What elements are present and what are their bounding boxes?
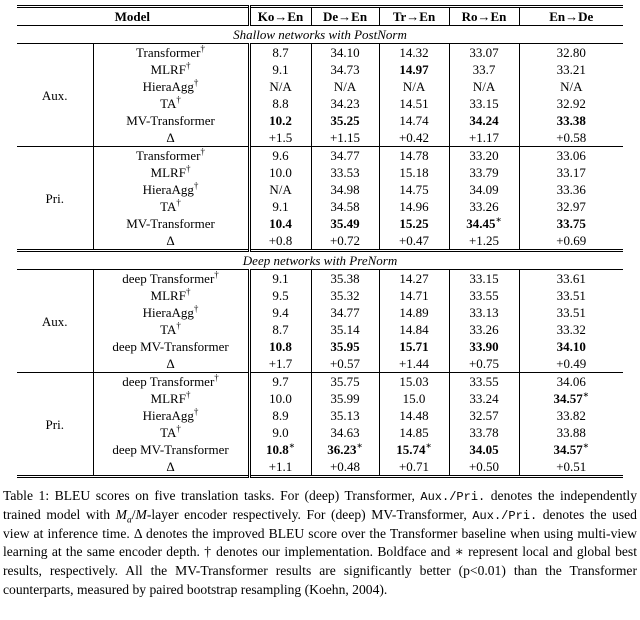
score-cell: 33.53 — [311, 164, 379, 181]
score-cell: 8.7 — [249, 44, 311, 62]
model-name: TA† — [93, 424, 249, 441]
score-cell: 33.78 — [449, 424, 519, 441]
model-row — [17, 78, 623, 95]
score-cell: 10.2 — [249, 112, 311, 129]
group-label: Aux. — [17, 44, 93, 147]
score-cell: 33.17 — [556, 165, 586, 180]
score-cell: 33.55 — [449, 287, 519, 304]
dagger-icon: † — [176, 424, 181, 434]
caption-text: M — [135, 506, 147, 522]
star-icon: ∗ — [356, 441, 363, 451]
model-name: Δ — [93, 129, 249, 147]
score-cell: 9.1 — [249, 270, 311, 288]
score-cell: 33.26 — [449, 321, 519, 338]
score-cell: 33.26 — [449, 198, 519, 215]
score-cell: 34.45∗ — [449, 215, 519, 232]
score-cell: 14.74 — [379, 112, 449, 129]
score-cell: 35.49 — [311, 215, 379, 232]
score-cell: 9.0 — [249, 424, 311, 441]
column-header: De→En — [311, 7, 379, 26]
model-name: Transformer† — [93, 147, 249, 165]
score-cell: +1.25 — [449, 232, 519, 251]
delta-row — [17, 458, 623, 477]
score-cell: +0.42 — [379, 129, 449, 147]
model-row — [17, 304, 623, 321]
score-cell: 34.23 — [311, 95, 379, 112]
table-body — [17, 26, 623, 477]
model-name: deep MV-Transformer — [93, 338, 249, 355]
caption-text: denotes the used view at inference time. Δ denotes the improved BLEU score over the Transformer baseline when using multi-view learning at the same encoder depth. † denotes our implementation. Boldface and ∗ represent local and global best results, respectively. All the MV-Transformer results are significantly better (p<0.01) than the Transformer counterparts, measured by paired bootstrap resampling (Koehn, 2004). — [3, 506, 637, 597]
score-cell: 33.38 — [556, 113, 586, 128]
score-cell: 14.75 — [379, 181, 449, 198]
score-cell: 9.1 — [249, 61, 311, 78]
model-row — [17, 61, 623, 78]
caption-code: Aux./Pri. — [420, 490, 486, 504]
score-cell: 14.48 — [379, 407, 449, 424]
column-header: Ko→En — [249, 7, 311, 26]
score-cell: 34.10 — [556, 339, 586, 354]
model-name: MLRF† — [93, 390, 249, 407]
delta-row — [17, 355, 623, 373]
model-row — [17, 441, 623, 458]
model-row — [17, 181, 623, 198]
model-name: deep MV-Transformer — [93, 441, 249, 458]
caption-text: Table 1: BLEU scores on five translation tasks. For (deep) Transformer, — [3, 488, 421, 503]
dagger-icon: † — [185, 390, 191, 400]
score-cell: 33.06 — [556, 148, 586, 163]
score-cell: 14.78 — [379, 147, 449, 165]
score-cell: 35.99 — [311, 390, 379, 407]
caption-text: a — [126, 515, 132, 526]
score-cell: 8.8 — [249, 95, 311, 112]
dagger-icon: † — [193, 304, 199, 314]
score-cell: 14.51 — [379, 95, 449, 112]
score-cell: 15.03 — [379, 373, 449, 391]
score-cell: 34.98 — [311, 181, 379, 198]
results-table — [17, 5, 623, 478]
score-cell: 9.7 — [249, 373, 311, 391]
header-row — [17, 7, 623, 26]
score-cell: 34.10 — [311, 44, 379, 62]
score-cell: +1.17 — [449, 129, 519, 147]
score-cell: 34.57∗ — [553, 441, 589, 457]
model-name: Transformer† — [93, 44, 249, 62]
model-row — [17, 215, 623, 232]
dagger-icon: † — [185, 164, 191, 174]
score-cell: 35.95 — [311, 338, 379, 355]
model-row — [17, 390, 623, 407]
group-label: Aux. — [17, 270, 93, 373]
score-cell: 14.32 — [379, 44, 449, 62]
score-cell: 33.7 — [449, 61, 519, 78]
score-cell: 33.15 — [449, 270, 519, 288]
column-header: Ro→En — [449, 7, 519, 26]
score-cell: 10.4 — [249, 215, 311, 232]
score-cell: 10.0 — [249, 390, 311, 407]
delta-row — [17, 232, 623, 251]
score-cell: +0.75 — [449, 355, 519, 373]
score-cell: 34.57∗ — [553, 390, 589, 406]
score-cell: 9.4 — [249, 304, 311, 321]
model-row — [17, 424, 623, 441]
score-cell: 10.8∗ — [249, 441, 311, 458]
model-row — [17, 147, 623, 165]
dagger-icon: † — [214, 269, 219, 280]
score-cell: 15.18 — [379, 164, 449, 181]
score-cell: 15.74∗ — [379, 441, 449, 458]
model-name: TA† — [93, 321, 249, 338]
model-row — [17, 407, 623, 424]
score-cell: 10.0 — [249, 164, 311, 181]
score-cell: 32.80 — [556, 45, 586, 60]
score-cell: 8.7 — [249, 321, 311, 338]
score-cell: 9.1 — [249, 198, 311, 215]
section-row — [17, 251, 623, 270]
score-cell: 32.97 — [556, 199, 586, 214]
model-name: HieraAgg† — [93, 407, 249, 424]
section-title: Shallow networks with PostNorm — [233, 27, 407, 42]
star-icon: ∗ — [425, 441, 432, 451]
column-header: En→De — [549, 9, 594, 24]
score-cell: 34.63 — [311, 424, 379, 441]
model-row — [17, 164, 623, 181]
model-name: Δ — [93, 355, 249, 373]
delta-row — [17, 129, 623, 147]
paper-page — [0, 5, 640, 600]
model-name: HieraAgg† — [93, 304, 249, 321]
score-cell: 9.6 — [249, 147, 311, 165]
score-cell: 36.23∗ — [311, 441, 379, 458]
score-cell: +0.49 — [556, 356, 587, 371]
model-row — [17, 373, 623, 391]
caption — [3, 487, 637, 600]
model-row — [17, 44, 623, 62]
score-cell: +1.15 — [311, 129, 379, 147]
score-cell: 35.25 — [311, 112, 379, 129]
score-cell: +0.8 — [249, 232, 311, 251]
model-column-header: Model — [17, 7, 249, 26]
score-cell: +1.7 — [249, 355, 311, 373]
score-cell: 14.97 — [379, 61, 449, 78]
score-cell: 35.14 — [311, 321, 379, 338]
dagger-icon: † — [185, 287, 191, 297]
score-cell: 14.85 — [379, 424, 449, 441]
score-cell: +0.47 — [379, 232, 449, 251]
score-cell: 35.75 — [311, 373, 379, 391]
score-cell: 33.15 — [449, 95, 519, 112]
score-cell: 33.51 — [556, 305, 586, 320]
score-cell: 14.96 — [379, 198, 449, 215]
score-cell: +0.71 — [379, 458, 449, 477]
score-cell: +1.5 — [249, 129, 311, 147]
score-cell: 33.13 — [449, 304, 519, 321]
dagger-icon: † — [193, 407, 199, 417]
score-cell: N/A — [449, 78, 519, 95]
model-name: MV-Transformer — [93, 215, 249, 232]
score-cell: 32.92 — [556, 96, 586, 111]
score-cell: 34.77 — [311, 147, 379, 165]
score-cell: +0.51 — [556, 459, 587, 474]
score-cell: 33.82 — [556, 408, 586, 423]
score-cell: +0.57 — [311, 355, 379, 373]
score-cell: 33.75 — [556, 216, 586, 231]
score-cell: +0.69 — [556, 233, 587, 248]
score-cell: 33.90 — [449, 338, 519, 355]
dagger-icon: † — [193, 78, 199, 88]
star-icon: ∗ — [582, 441, 589, 451]
score-cell: 34.73 — [311, 61, 379, 78]
column-header: Tr→En — [379, 7, 449, 26]
score-cell: N/A — [560, 79, 583, 94]
model-name: TA† — [93, 198, 249, 215]
score-cell: 34.77 — [311, 304, 379, 321]
score-cell: 33.61 — [556, 271, 586, 286]
model-name: Δ — [93, 458, 249, 477]
model-row — [17, 321, 623, 338]
score-cell: 33.36 — [556, 182, 586, 197]
dagger-icon: † — [200, 43, 206, 54]
score-cell: +1.44 — [379, 355, 449, 373]
score-cell: 14.71 — [379, 287, 449, 304]
score-cell: 33.88 — [556, 425, 586, 440]
caption-text: -layer encoder respectively. For (deep) MV-Transformer, — [146, 506, 473, 522]
score-cell: N/A — [379, 78, 449, 95]
score-cell: +0.72 — [311, 232, 379, 251]
score-cell: 33.51 — [556, 288, 586, 303]
caption-text: denotes the independently trained model with — [3, 488, 637, 522]
model-row — [17, 338, 623, 355]
section-row — [17, 26, 623, 44]
model-name: MV-Transformer — [93, 112, 249, 129]
score-cell: 34.06 — [556, 374, 586, 389]
dagger-icon: † — [200, 146, 206, 157]
model-row — [17, 270, 623, 288]
score-cell: +0.50 — [449, 458, 519, 477]
score-cell: 33.79 — [449, 164, 519, 181]
model-name: MLRF† — [93, 287, 249, 304]
model-row — [17, 198, 623, 215]
score-cell: N/A — [249, 181, 311, 198]
score-cell: +0.58 — [556, 130, 587, 145]
model-name: MLRF† — [93, 164, 249, 181]
model-row — [17, 287, 623, 304]
model-name: TA† — [93, 95, 249, 112]
dagger-icon: † — [176, 95, 181, 105]
model-name: HieraAgg† — [93, 78, 249, 95]
score-cell: 35.13 — [311, 407, 379, 424]
score-cell: 33.07 — [449, 44, 519, 62]
score-cell: N/A — [249, 78, 311, 95]
caption-code: Aux./Pri. — [472, 508, 538, 523]
score-cell: 34.05 — [449, 441, 519, 458]
score-cell: +0.48 — [311, 458, 379, 477]
score-cell: 9.5 — [249, 287, 311, 304]
score-cell: 35.32 — [311, 287, 379, 304]
dagger-icon: † — [185, 61, 191, 71]
score-cell: 33.24 — [449, 390, 519, 407]
dagger-icon: † — [193, 181, 199, 191]
dagger-icon: † — [214, 372, 219, 383]
star-icon: ∗ — [495, 215, 502, 225]
section-title: Deep networks with PreNorm — [242, 253, 398, 268]
model-name: deep Transformer† — [93, 270, 249, 288]
score-cell: 8.9 — [249, 407, 311, 424]
score-cell: 14.27 — [379, 270, 449, 288]
score-cell: 14.84 — [379, 321, 449, 338]
score-cell: 34.24 — [449, 112, 519, 129]
score-cell: 10.8 — [249, 338, 311, 355]
score-cell: 15.0 — [379, 390, 449, 407]
score-cell: 15.25 — [379, 215, 449, 232]
model-name: Δ — [93, 232, 249, 251]
score-cell: 33.20 — [449, 147, 519, 165]
score-cell: 15.71 — [379, 338, 449, 355]
model-row — [17, 112, 623, 129]
dagger-icon: † — [176, 198, 181, 208]
group-label: Pri. — [17, 147, 93, 251]
score-cell: 33.21 — [556, 62, 586, 77]
score-cell: 35.38 — [311, 270, 379, 288]
score-cell: 34.09 — [449, 181, 519, 198]
score-cell: 32.57 — [449, 407, 519, 424]
star-icon: ∗ — [582, 390, 589, 400]
caption-text: M — [115, 506, 127, 522]
caption-text: / — [131, 506, 136, 522]
dagger-icon: † — [176, 321, 181, 331]
score-cell: N/A — [311, 78, 379, 95]
model-name: MLRF† — [93, 61, 249, 78]
score-cell: 33.55 — [449, 373, 519, 391]
model-name: deep Transformer† — [93, 373, 249, 391]
model-name: HieraAgg† — [93, 181, 249, 198]
group-label: Pri. — [17, 373, 93, 477]
star-icon: ∗ — [288, 441, 295, 451]
score-cell: 34.58 — [311, 198, 379, 215]
model-row — [17, 95, 623, 112]
score-cell: 33.32 — [556, 322, 586, 337]
score-cell: 14.89 — [379, 304, 449, 321]
score-cell: +1.1 — [249, 458, 311, 477]
